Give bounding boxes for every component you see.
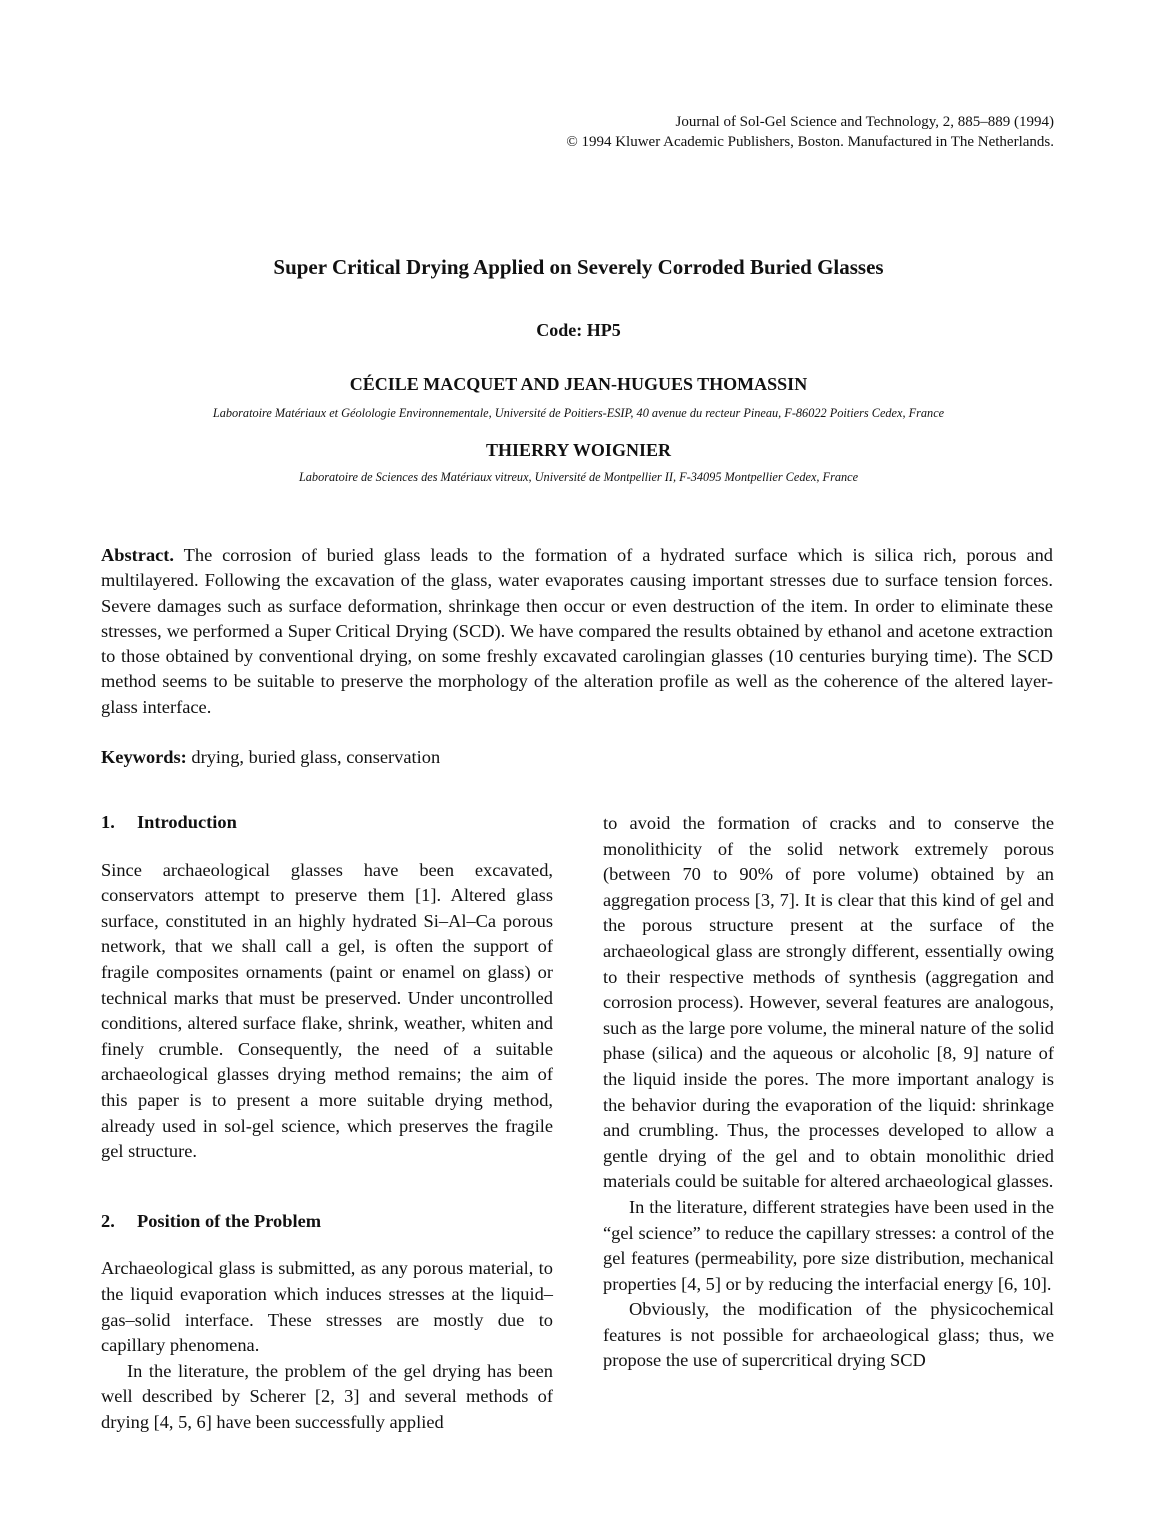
author-names-1: CÉCILE MACQUET AND JEAN-HUGUES THOMASSIN [349, 374, 808, 394]
section-heading-introduction [101, 810, 553, 836]
section-heading-position-of-problem [101, 1209, 553, 1235]
paragraph: Since archaeological glasses have been excavated, conservators attempt to preserve them [1]. Altered glass surface, constituted in an highly hydrated Si–Al–Ca porous network, that we shall call a gel, is often the support of fragile composites ornaments (paint or enamel on glass) or technical marks that must be preserved. Under uncontrolled conditions, altered surface flake, shrink, weather, whiten and finely crumble. Consequently, the need of a suitable archaeological glasses drying method remains; the aim of this paper is to present a more suitable drying method, already used in sol-gel science, which preserves the fragile gel structure. [101, 859, 553, 1162]
right-column [603, 811, 1054, 1374]
section-title: Introduction [137, 812, 237, 832]
paper-title: Super Critical Drying Applied on Severely Corroded Buried Glasses [273, 255, 884, 279]
abstract-label: Abstract. [101, 545, 175, 565]
author-names-2: THIERRY WOIGNIER [486, 440, 671, 460]
paper-code: Code: HP5 [536, 320, 621, 340]
paragraph: to avoid the formation of cracks and to conserve the monolithicity of the solid network extremely porous (between 70 to 90% of pore volume) obtained by an aggregation process [3, 7]. It is clear that this kind of gel and the porous structure present at the surface of the archaeological glass are strongly different, essentially owing to their respective methods of synthesis (aggregation and corrosion process). However, several features are analogous, such as the large pore volume, the mineral nature of the solid phase (silica) and the aqueous or alcoholic [8, 9] nature of the liquid inside the pores. The more important analogy is the behavior during the evaporation of the liquid: shrinkage and crumbling. Thus, the processes developed to allow a gentle drying of the gel and to obtain monolithic dried materials could be suitable for altered archaeological glasses. [603, 813, 1054, 1192]
author-affiliation-1: Laboratoire Matériaux et Géolologie Environnementale, Université de Poitiers-ESIP, 40 avenue du recteur Pineau, F-86022 Poitiers Cedex, France [212, 406, 945, 420]
section-number: 2. [101, 1210, 115, 1231]
author-affiliation-2: Laboratoire de Sciences des Matériaux vitreux, Université de Montpellier II, F-34095 Montpellier Cedex, France [298, 470, 859, 484]
section-number: 1. [101, 812, 115, 832]
paragraph: Obviously, the modification of the physicochemical features is not possible for archaeological glass; thus, we propose the use of supercritical drying SCD [603, 1299, 1054, 1371]
abstract-text: The corrosion of buried glass leads to the formation of a hydrated surface which is silica rich, porous and multilayered. Following the excavation of the glass, water evaporates causing important stresses due to surface tension forces. Severe damages such as surface deformation, shrinkage then occur or even destruction of the item. In order to eliminate these stresses, we performed a Super Critical Drying (SCD). We have compared the results obtained by ethanol and acetone extraction to those obtained by conventional drying, on some freshly excavated carolingian glasses (10 centuries burying time). The SCD method seems to be suitable to preserve the morphology of the alteration profile as well as the coherence of the altered layer-glass interface. [101, 545, 1054, 717]
section-title: Position of the Problem [137, 1210, 322, 1231]
left-column [101, 810, 553, 1435]
keywords-text: drying, buried glass, conservation [191, 747, 441, 767]
paragraph: In the literature, the problem of the gel drying has been well described by Scherer [2, 3] and several methods of drying [4, 5, 6] have been successfully applied [101, 1360, 553, 1432]
journal-citation: Journal of Sol-Gel Science and Technology, 2, 885–889 (1994) [675, 114, 1054, 130]
copyright-line: © 1994 Kluwer Academic Publishers, Boston. Manufactured in The Netherlands. [566, 134, 1054, 150]
abstract [101, 543, 1053, 720]
journal-header [566, 112, 1054, 152]
paragraph: Archaeological glass is submitted, as any porous material, to the liquid evaporation which induces stresses at the liquid–gas–solid interface. These stresses are mostly due to capillary phenomena. [101, 1258, 553, 1356]
keywords-label: Keywords: [101, 747, 187, 767]
keywords [101, 745, 1053, 770]
paragraph: In the literature, different strategies have been used in the “gel science” to reduce the capillary stresses: a control of the gel features (permeability, pore size distribution, mechanical properties [4, 5] or by reducing the interfacial energy [6, 10]. [603, 1196, 1054, 1294]
